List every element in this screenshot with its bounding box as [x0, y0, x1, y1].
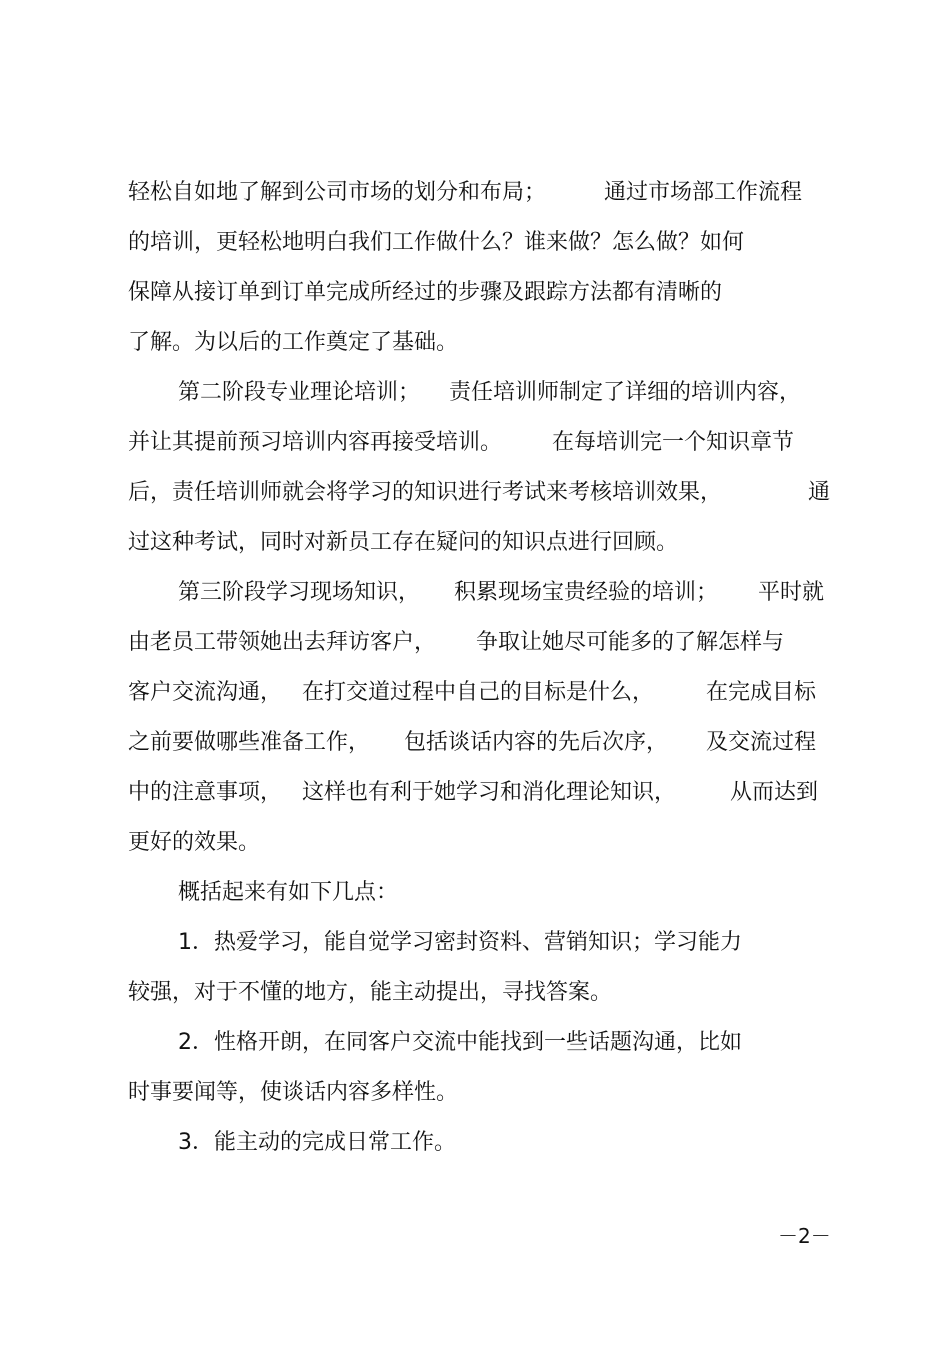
- text-segment: 积累现场宝贵经验的培训；: [454, 580, 719, 605]
- text-segment: 概括起来有如下几点：: [178, 880, 399, 905]
- text-segment: 保障从接订单到订单完成所经过的步骤及跟踪方法都有清晰的: [128, 280, 723, 305]
- text-segment: 在完成目标: [706, 680, 817, 705]
- text-segment: 1．热爱学习，能自觉学习密封资料、营销知识；学习能力: [178, 930, 742, 955]
- text-segment: 轻松自如地了解到公司市场的划分和布局；: [128, 180, 547, 205]
- text-segment: 并让其提前预习培训内容再接受培训。: [128, 430, 503, 455]
- text-segment: 责任培训师制定了详细的培训内容，: [449, 380, 802, 405]
- text-segment: 之前要做哪些准备工作，: [128, 730, 371, 755]
- text-segment: 通过市场部工作流程: [604, 180, 803, 205]
- text-segment: 由老员工带领她出去拜访客户，: [128, 630, 437, 655]
- text-segment: 争取让她尽可能多的了解怎样与: [476, 630, 785, 655]
- text-segment: 第三阶段学习现场知识，: [178, 580, 421, 605]
- text-segment: 中的注意事项，: [128, 780, 283, 805]
- text-segment: 通: [808, 480, 831, 505]
- text-segment: 在打交道过程中自己的目标是什么，: [302, 680, 655, 705]
- text-segment: 第二阶段专业理论培训；: [178, 380, 421, 405]
- text-segment: 的培训，更轻松地明白我们工作做什么？谁来做？怎么做？如何: [128, 230, 745, 255]
- text-segment: 客户交流沟通，: [128, 680, 283, 705]
- text-segment: 时事要闻等，使谈话内容多样性。: [128, 1080, 459, 1105]
- page-number: －2－: [778, 1224, 831, 1248]
- text-segment: 更好的效果。: [128, 830, 261, 855]
- text-segment: 平时就: [758, 580, 825, 605]
- text-segment: 2．性格开朗，在同客户交流中能找到一些话题沟通，比如: [178, 1030, 742, 1055]
- text-segment: 过这种考试，同时对新员工存在疑问的知识点进行回顾。: [128, 530, 679, 555]
- text-segment: 3．能主动的完成日常工作。: [178, 1130, 456, 1155]
- text-segment: 后，责任培训师就会将学习的知识进行考试来考核培训效果，: [128, 480, 723, 505]
- text-segment: 从而达到: [730, 780, 819, 805]
- text-segment: 包括谈话内容的先后次序，: [404, 730, 669, 755]
- text-segment: 了解。为以后的工作奠定了基础。: [128, 330, 459, 355]
- text-segment: 较强，对于不懂的地方，能主动提出，寻找答案。: [128, 980, 613, 1005]
- text-segment: 这样也有利于她学习和消化理论知识，: [302, 780, 677, 805]
- text-segment: 及交流过程: [706, 730, 817, 755]
- text-segment: 在每培训完一个知识章节: [552, 430, 795, 455]
